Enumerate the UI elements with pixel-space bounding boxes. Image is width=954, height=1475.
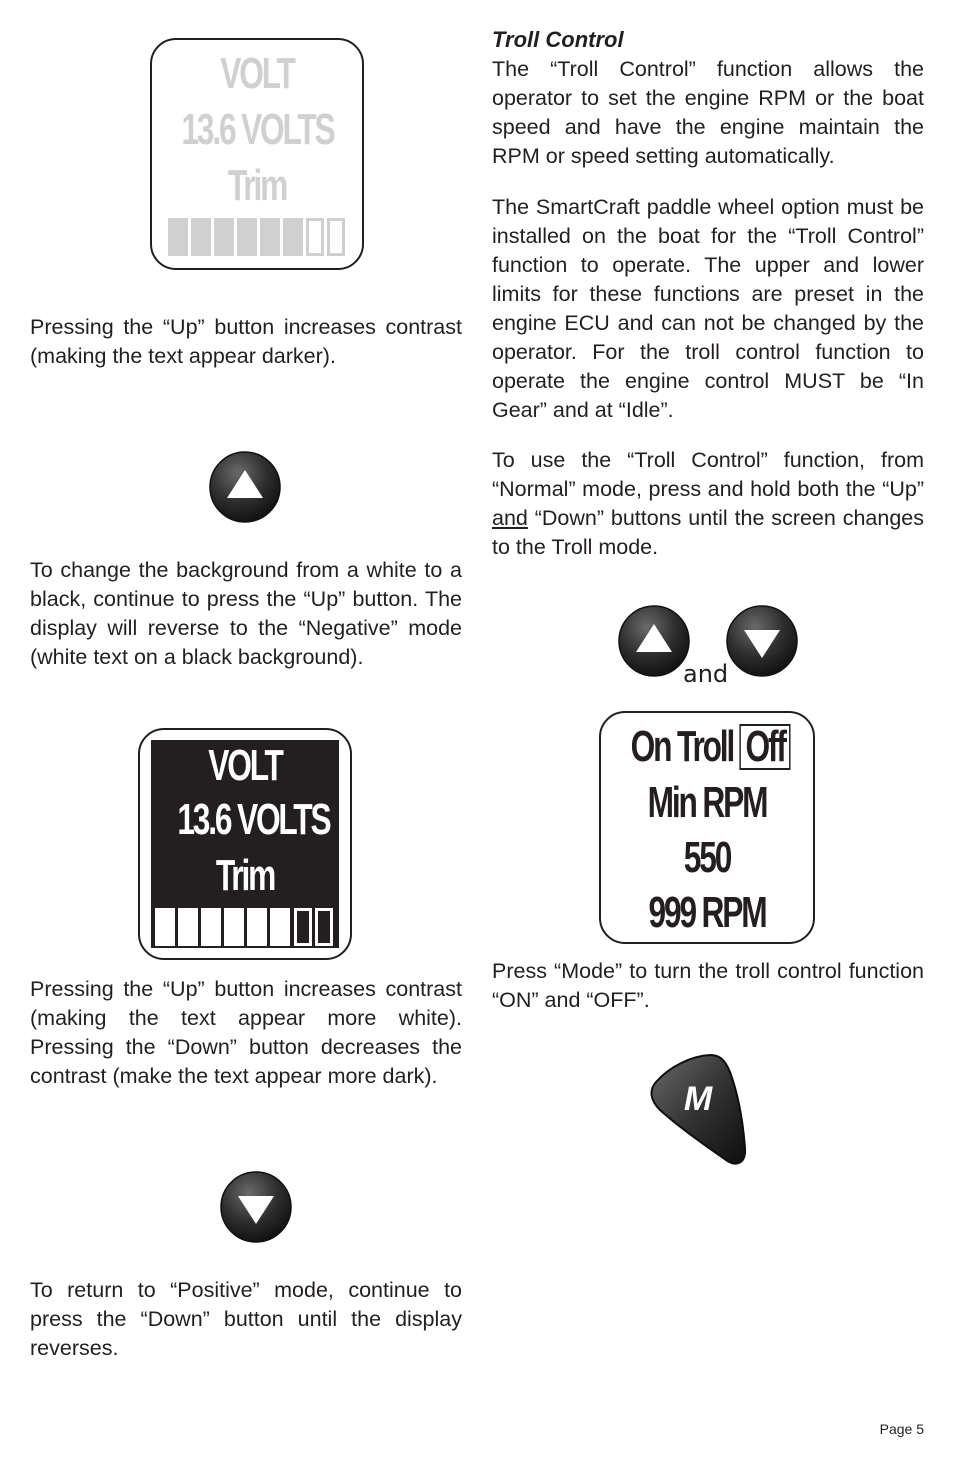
underlined-and: and: [492, 506, 528, 530]
trim-bar-segment: [237, 218, 257, 256]
trim-bar-segment: [178, 908, 198, 946]
lcd-display-negative: [138, 728, 352, 960]
mode-button-icon: [648, 1052, 748, 1168]
lcd-line-min-rpm: Min RPM: [647, 778, 767, 827]
trim-bar-segment: [283, 218, 303, 256]
section-heading-troll-control: Troll Control: [492, 27, 624, 52]
lcd-display-troll: [599, 711, 815, 944]
lcd-line-voltage: 13.6 VOLTS: [177, 795, 330, 844]
lcd-line-on-troll: [631, 719, 784, 775]
down-arrow-button-icon: [725, 604, 799, 678]
trim-bar-segment: [247, 908, 267, 946]
mode-button-label: M: [683, 1080, 713, 1118]
text-run: “Down” buttons until the screen changes to the Troll mode.: [492, 506, 924, 559]
lcd-line-trim: Trim: [215, 851, 275, 900]
trim-bar-segment-empty: [315, 908, 333, 946]
down-arrow-button-icon: [219, 1170, 293, 1244]
trim-bar-segment-empty: [294, 908, 312, 946]
trim-bar-segment: [224, 908, 244, 946]
paragraph-paddle-wheel: The SmartCraft paddle wheel option must be installed on the boat for the “Troll Control” function to operate. The upper and lower limits for these functions are preset in the engine ECU and can not be changed by the operator. For the troll control function to operate the engine control MUST be “In Gear” and at “Idle”.: [492, 195, 924, 422]
trim-bar-segment: [260, 218, 280, 256]
paragraph-up-increases-contrast: Pressing the “Up” button increases contrast (making the text appear darker).: [30, 315, 462, 368]
lcd-line-volt: VOLT: [208, 741, 282, 790]
trim-bar-segment: [270, 908, 290, 946]
lcd-line-trim: Trim: [227, 161, 287, 210]
up-arrow-button-icon: [208, 450, 282, 524]
and-label: and: [683, 660, 729, 688]
lcd-boxed-off: Off: [740, 724, 791, 770]
lcd-display-positive: [150, 38, 364, 270]
trim-bar-segment: [201, 908, 221, 946]
paragraph-up-down-contrast: Pressing the “Up” button increases contrast (making the text appear more white). Pressing the “Down” button decreases the contrast (make the text appear more dark).: [30, 977, 462, 1088]
trim-bar-segment: [168, 218, 188, 256]
paragraph-change-background: To change the background from a white to a black, continue to press the “Up” button. The display will reverse to the “Negative” mode (white text on a black background).: [30, 558, 462, 669]
trim-bar-segment-empty: [306, 218, 324, 256]
trim-bar-segment-empty: [327, 218, 345, 256]
text-run: To use the “Troll Control” function, from “Normal” mode, press and hold both the “Up”: [492, 448, 924, 501]
paragraph-press-mode: Press “Mode” to turn the troll control function “ON” and “OFF”.: [492, 959, 924, 1012]
trim-bar-segment: [191, 218, 211, 256]
trim-bar: [168, 218, 348, 256]
lcd-line-voltage: 13.6 VOLTS: [181, 105, 334, 154]
lcd-line-550: 550: [683, 833, 731, 882]
trim-bar-segment: [155, 908, 175, 946]
trim-bar-segment: [214, 218, 234, 256]
paragraph-use-troll: [492, 446, 924, 562]
paragraph-troll-intro: The “Troll Control” function allows the operator to set the engine RPM or the boat speed and have the engine maintain the RPM or speed setting automatically.: [492, 57, 924, 168]
trim-bar: [155, 908, 337, 946]
lcd-line-999-rpm: 999 RPM: [648, 888, 766, 937]
up-arrow-button-icon: [617, 604, 691, 678]
lcd-text-on-troll: On Troll: [630, 722, 740, 771]
paragraph-return-positive: To return to “Positive” mode, continue to press the “Down” button until the display reverses.: [30, 1278, 462, 1360]
lcd-line-volt: VOLT: [220, 49, 294, 98]
page-number: Page 5: [879, 1421, 924, 1437]
